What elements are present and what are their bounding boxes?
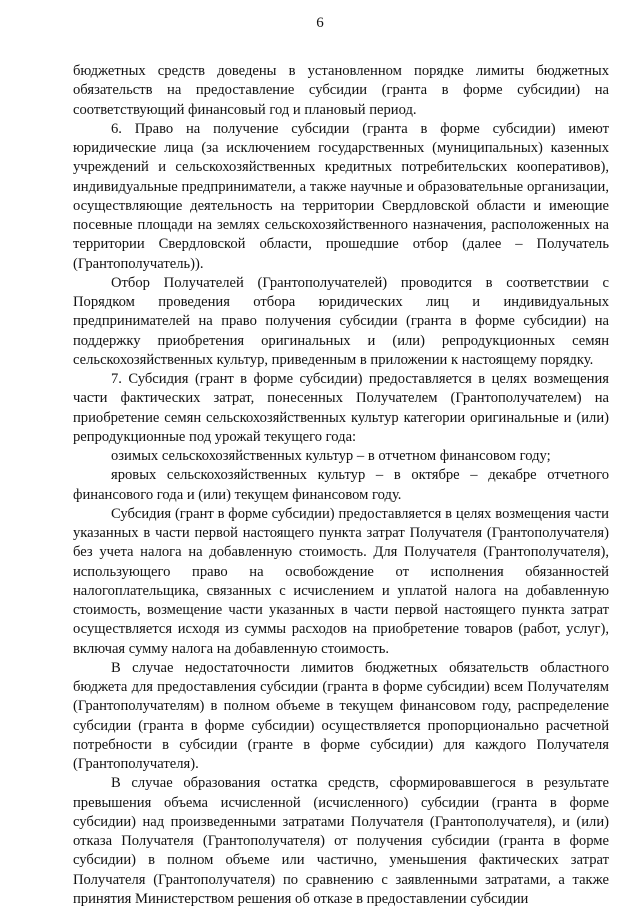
paragraph: 7. Субсидия (грант в форме субсидии) предоставляется в целях возмещения части фактических затрат, понесенных Получателем (Грантополучателем) на приобретение семян сельскохозяйственных культур категории оригинальные и (или) репродукционные под урожай текущего года: — [73, 371, 609, 445]
paragraph: яровых сельскохозяйственных культур – в октябре – декабре отчетного финансового года и (или) текущем финансовом году. — [73, 467, 609, 503]
paragraph: В случае образования остатка средств, сформировавшегося в результате превышения объема исчисленной (исчисленного) субсидии (гранта в форме субсидии) над произведенными затратами Получателя (Грантополучателя), и (или) отказа Получателя (Грантополучателя) от получения субсидии (гранта в форме субсидии) в полном объеме или частично, уменьшения фактических затрат Получателя (Грантополучателя) по сравнению с заявленными затратами, а также принятия Министерством решения об отказе в предоставлении субсидии — [73, 775, 609, 907]
document-body — [73, 62, 609, 909]
paragraph: В случае недостаточности лимитов бюджетных обязательств областного бюджета для предоставления субсидии (гранта в форме субсидии) всем Получателям (Грантополучателям) в полном объеме в текущем финансовом году, распределение субсидии (гранта в форме субсидии) осуществляется пропорционально расчетной потребности в субсидии (гранте в форме субсидии) для каждого Получателя (Грантополучателя). — [73, 659, 609, 772]
paragraph: озимых сельскохозяйственных культур – в отчетном финансовом году; — [111, 448, 551, 464]
paragraph: Субсидия (грант в форме субсидии) предоставляется в целях возмещения части указанных в части первой настоящего пункта затрат Получателя (Грантополучателя) без учета налога на добавленную стоимость. Для Получателя (Грантополучателя), использующего право на освобождение от исполнения обязанностей налогоплательщика, связанных с исчислением и уплатой налога на добавленную стоимость, возмещение части указанных в части первой настоящего пункта затрат осуществляется исходя из суммы расходов на приобретение товаров (работ, услуг), включая сумму налога на добавленную стоимость. — [73, 505, 609, 657]
page-number: 6 — [316, 15, 324, 31]
paragraph: бюджетных средств доведены в установленном порядке лимиты бюджетных обязательств на предоставление субсидии (гранта в форме субсидии) на соответствующий финансовый год и плановый период. — [73, 63, 609, 118]
paragraph: 6. Право на получение субсидии (гранта в форме субсидии) имеют юридические лица (за исключением государственных (муниципальных) казенных учреждений и сельскохозяйственных кредитных потребительских кооперативов), индивидуальные предприниматели, а также научные и образовательные организации, осуществляющие деятельность на территории Свердловской области и имеющие посевные площади на землях сельскохозяйственного назначения, расположенных на территории Свердловской области, прошедшие отбор (далее – Получатель (Грантополучатель)). — [73, 120, 609, 272]
paragraph: Отбор Получателей (Грантополучателей) проводится в соответствии с Порядком проведения отбора юридических лиц и индивидуальных предпринимателей на право получения субсидии (гранта в форме субсидии) на поддержку приобретения оригинальных и (или) репродукционных семян сельскохозяйственных культур, приведенным в приложении к настоящему порядку. — [73, 274, 609, 368]
